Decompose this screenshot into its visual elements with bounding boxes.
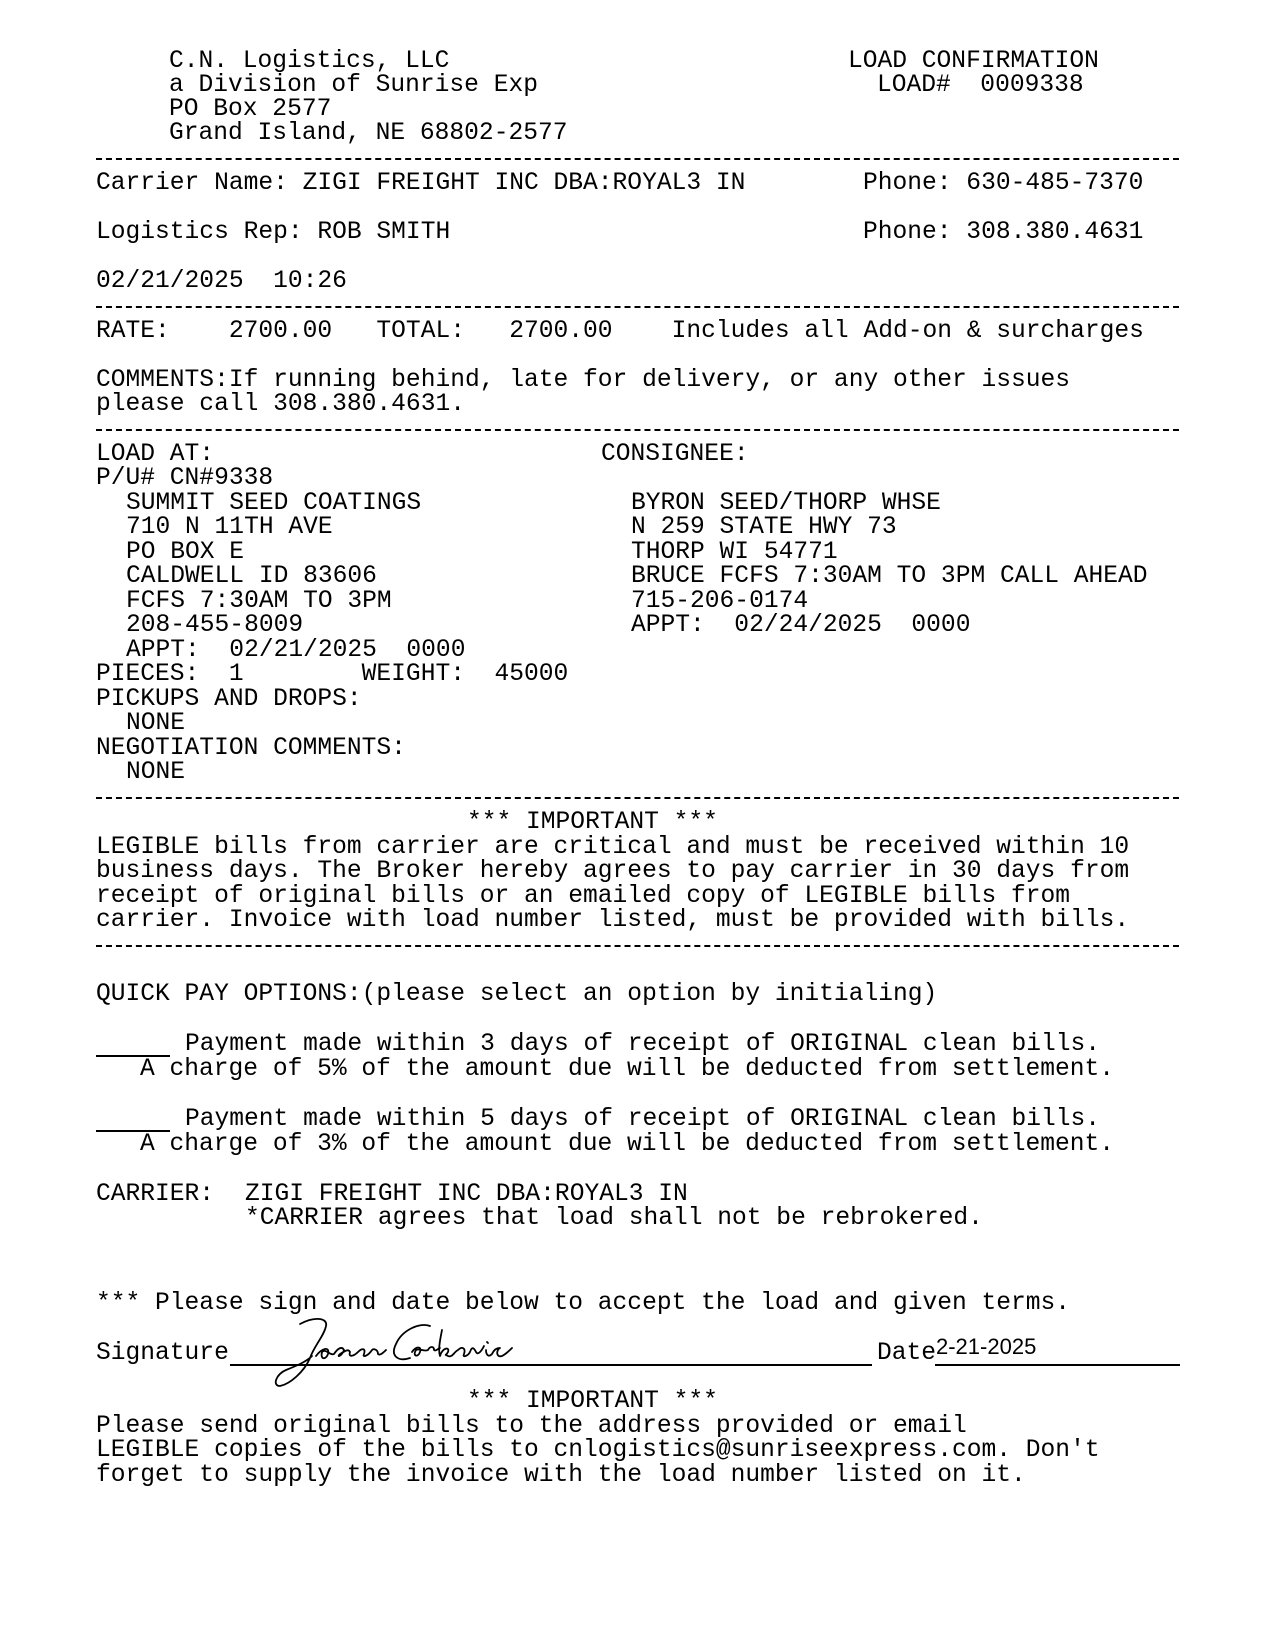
important-text: LEGIBLE bills from carrier are critical and must be received within 10 bbox=[96, 834, 1130, 861]
shipper-line: 208-455-8009 bbox=[126, 612, 304, 639]
confirmation-datetime: 02/21/2025 10:26 bbox=[96, 268, 347, 295]
shipper-line: PO BOX E bbox=[126, 539, 245, 566]
document-title: LOAD CONFIRMATION bbox=[848, 48, 1099, 75]
rate-line: RATE: 2700.00 TOTAL: 2700.00 Includes all Add-on & surcharges bbox=[96, 318, 1144, 345]
carrier-agreement: *CARRIER agrees that load shall not be rebrokered. bbox=[245, 1205, 983, 1232]
company-city-state-zip: Grand Island, NE 68802-2577 bbox=[169, 120, 568, 147]
logistics-rep: Logistics Rep: ROB SMITH bbox=[96, 219, 451, 246]
consignee-appointment: APPT: 02/24/2025 0000 bbox=[631, 612, 971, 639]
important-text: Please send original bills to the address provided or email bbox=[96, 1413, 967, 1440]
handwritten-signature bbox=[270, 1312, 540, 1392]
company-po-box: PO Box 2577 bbox=[169, 96, 332, 123]
pieces-weight: PIECES: 1 WEIGHT: 45000 bbox=[96, 661, 569, 688]
comments-line: COMMENTS:If running behind, late for delivery, or any other issues bbox=[96, 367, 1071, 394]
quick-pay-option-2-text: Payment made within 5 days of receipt of ORIGINAL clean bills. bbox=[185, 1106, 1101, 1133]
shipper-line: SUMMIT SEED COATINGS bbox=[126, 490, 422, 517]
important-text: forget to supply the invoice with the load number listed on it. bbox=[96, 1462, 1026, 1489]
pickup-number: P/U# CN#9338 bbox=[96, 465, 274, 492]
carrier-label: CARRIER: bbox=[96, 1181, 215, 1208]
carrier-name: Carrier Name: ZIGI FREIGHT INC DBA:ROYAL3 IN bbox=[96, 170, 746, 197]
important-text: LEGIBLE copies of the bills to cnlogistics@sunriseexpress.com. Don't bbox=[96, 1437, 1100, 1464]
rep-phone: Phone: 308.380.4631 bbox=[863, 219, 1144, 246]
load-at-heading: LOAD AT: bbox=[96, 441, 215, 468]
date-field[interactable] bbox=[935, 1364, 1180, 1366]
company-division: a Division of Sunrise Exp bbox=[169, 72, 538, 99]
company-name: C.N. Logistics, LLC bbox=[169, 48, 450, 75]
shipper-line: FCFS 7:30AM TO 3PM bbox=[126, 588, 392, 615]
comments-line: please call 308.380.4631. bbox=[96, 391, 465, 418]
shipper-line: 710 N 11TH AVE bbox=[126, 514, 333, 541]
quick-pay-option-1-text: Payment made within 3 days of receipt of ORIGINAL clean bills. bbox=[185, 1031, 1101, 1058]
important-title: *** IMPORTANT *** bbox=[467, 809, 718, 836]
date-value: 2-21-2025 bbox=[936, 1334, 1037, 1359]
divider bbox=[96, 429, 1179, 431]
pickups-heading: PICKUPS AND DROPS: bbox=[96, 686, 362, 713]
load-number: LOAD# 0009338 bbox=[877, 72, 1084, 99]
carrier-block-name: ZIGI FREIGHT INC DBA:ROYAL3 IN bbox=[245, 1181, 688, 1208]
negotiation-value: NONE bbox=[126, 759, 186, 786]
pickups-value: NONE bbox=[126, 710, 186, 737]
shipper-appointment: APPT: 02/21/2025 0000 bbox=[126, 637, 466, 664]
divider bbox=[96, 158, 1179, 160]
divider bbox=[96, 945, 1179, 947]
important-text: carrier. Invoice with load number listed, must be provided with bills. bbox=[96, 907, 1130, 934]
consignee-line: BRUCE FCFS 7:30AM TO 3PM CALL AHEAD bbox=[631, 563, 1148, 590]
consignee-line: BYRON SEED/THORP WHSE bbox=[631, 490, 941, 517]
signature-label: Signature bbox=[96, 1340, 229, 1367]
important-title: *** IMPORTANT *** bbox=[467, 1388, 718, 1415]
divider bbox=[96, 797, 1179, 799]
sign-instruction: *** Please sign and date below to accept the load and given terms. bbox=[96, 1290, 1071, 1317]
negotiation-heading: NEGOTIATION COMMENTS: bbox=[96, 735, 406, 762]
consignee-line: N 259 STATE HWY 73 bbox=[631, 514, 897, 541]
consignee-line: 715-206-0174 bbox=[631, 588, 809, 615]
important-text: receipt of original bills or an emailed copy of LEGIBLE bills from bbox=[96, 883, 1071, 910]
consignee-line: THORP WI 54771 bbox=[631, 539, 838, 566]
quick-pay-option-1-text: A charge of 5% of the amount due will be deducted from settlement. bbox=[140, 1056, 1115, 1083]
consignee-heading: CONSIGNEE: bbox=[601, 441, 749, 468]
date-label: Date bbox=[877, 1340, 937, 1367]
important-text: business days. The Broker hereby agrees to pay carrier in 30 days from bbox=[96, 858, 1130, 885]
divider bbox=[96, 306, 1179, 308]
shipper-line: CALDWELL ID 83606 bbox=[126, 563, 377, 590]
quick-pay-option-2-text: A charge of 3% of the amount due will be deducted from settlement. bbox=[140, 1131, 1115, 1158]
carrier-phone: Phone: 630-485-7370 bbox=[863, 170, 1144, 197]
quick-pay-heading: QUICK PAY OPTIONS:(please select an option by initialing) bbox=[96, 981, 938, 1008]
